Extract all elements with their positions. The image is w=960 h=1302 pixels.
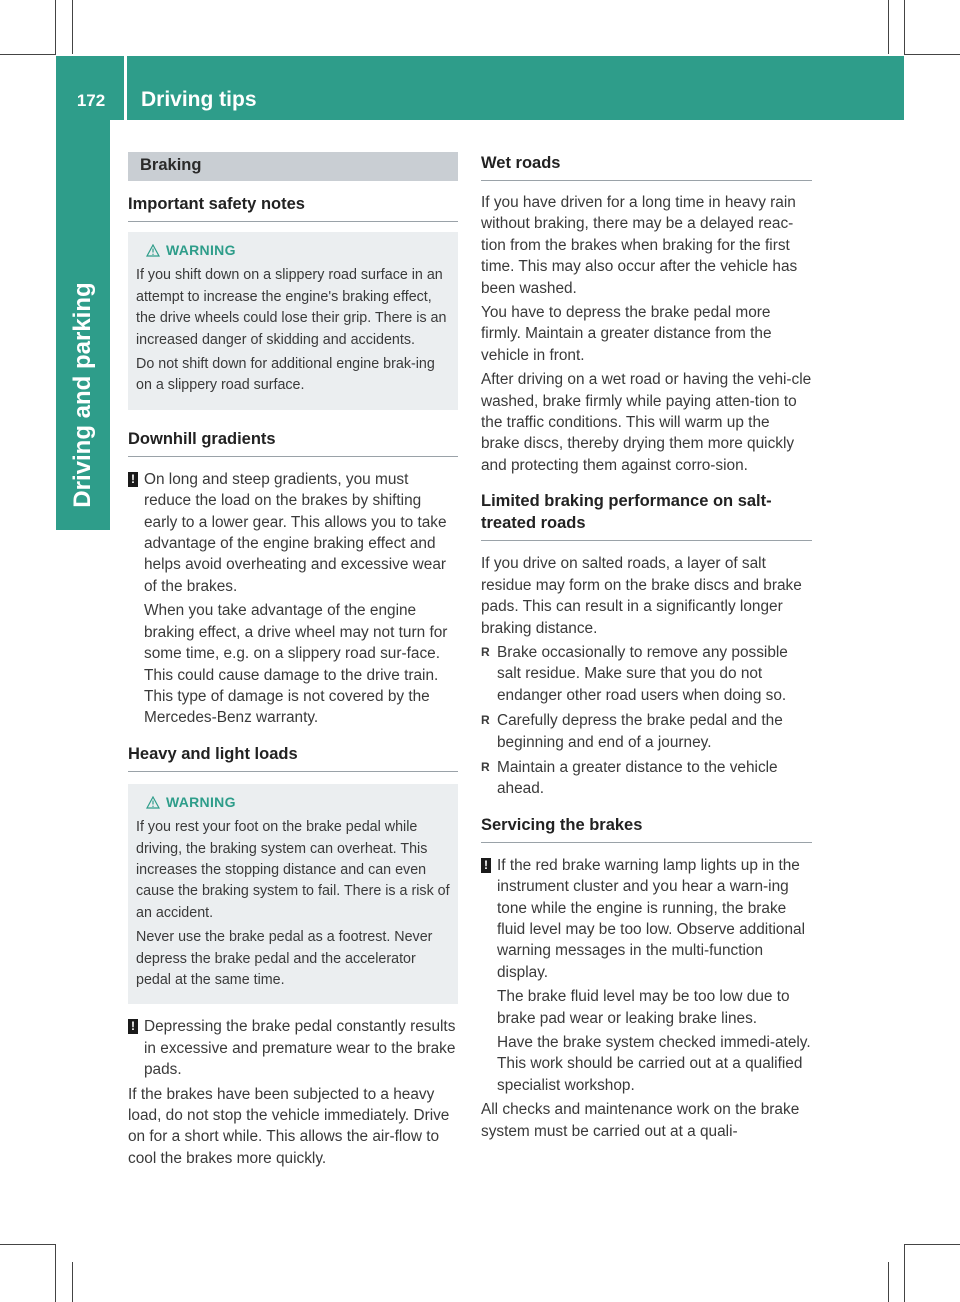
- salt-roads-heading: Limited braking performance on salt-treated roads: [481, 490, 812, 541]
- warning-header: [136, 240, 450, 261]
- warning-box: [128, 232, 458, 410]
- safety-heading: Important safety notes: [128, 193, 458, 222]
- loads-heading: Heavy and light loads: [128, 743, 458, 772]
- warning-header: [136, 792, 450, 813]
- body-paragraph: If you have driven for a long time in heavy rain without braking, there may be a delayed reac-tion from the brakes when braking for the first time. This may also occur after the vehicle has been washed.: [481, 194, 798, 297]
- warning-label: WARNING: [166, 793, 236, 810]
- warning-label: WARNING: [166, 242, 236, 258]
- crop-mark: [888, 0, 889, 54]
- note-text: On long and steep gradients, you must reduce the load on the brakes by shifting early to a lower gear. This allows you to take advantage of the engine braking effect and helps avoid overheating and excessive wear of the brakes.: [144, 470, 447, 595]
- bullet-mark: R: [481, 759, 490, 774]
- crop-mark: [72, 0, 73, 54]
- bullet-mark: R: [481, 644, 490, 659]
- note-text: Have the brake system checked immedi-ately. This work should be carried out at a qualified specialist workshop.: [497, 1034, 811, 1094]
- exclamation-icon: !: [481, 858, 491, 873]
- note-block: [481, 855, 812, 1096]
- right-column: [481, 152, 812, 1145]
- warning-icon: [146, 796, 160, 809]
- list-item: [481, 642, 812, 706]
- left-column: [128, 152, 458, 1172]
- note-text: Depressing the brake pedal constantly results in excessive and premature wear to the brake pads.: [144, 1018, 456, 1079]
- note-text: The brake fluid level may be too low due to brake pad wear or leaking brake lines.: [497, 988, 790, 1027]
- section-title: Braking: [128, 152, 458, 181]
- list-item-text: Brake occasionally to remove any possible salt residue. Make sure that you do not endanger other road users when doing so.: [497, 643, 788, 704]
- crop-mark: [55, 0, 56, 54]
- list-item: [481, 757, 812, 800]
- warning-text: Never use the brake pedal as a footrest. Never depress the brake pedal and the accelerator pedal at the same time.: [136, 929, 433, 988]
- page-title: Driving tips: [141, 88, 257, 111]
- body-paragraph: All checks and maintenance work on the brake system must be carried out at a quali-: [481, 1101, 800, 1140]
- downhill-heading: Downhill gradients: [128, 428, 458, 457]
- crop-mark: [904, 0, 905, 54]
- crop-mark: [55, 1244, 56, 1302]
- note-text: When you take advantage of the engine braking effect, a drive wheel may not turn for some time, e.g. on a slippery road sur-face. This could cause damage to the drive train. This type of damage is not covered by the Mercedes-Benz warranty.: [144, 602, 448, 727]
- page-number: 172: [76, 91, 106, 110]
- body-paragraph: If you drive on salted roads, a layer of salt residue may form on the brake discs and brake pads. This can result in a significantly longer braking distance.: [481, 555, 802, 637]
- note-block: [128, 469, 458, 729]
- warning-text: If you rest your foot on the brake pedal while driving, the braking system can overheat. This increases the stopping distance and can even cause the braking system to fail. There is a risk of an accident.: [136, 819, 450, 921]
- crop-mark: [72, 1262, 73, 1302]
- warning-text: Do not shift down for additional engine brak-ing on a slippery road surface.: [136, 356, 435, 394]
- note-block: [128, 1016, 458, 1080]
- crop-mark: [0, 54, 56, 55]
- chapter-tab-label: Driving and parking: [69, 282, 96, 508]
- warning-icon: [146, 244, 160, 257]
- servicing-heading: Servicing the brakes: [481, 814, 812, 843]
- body-paragraph: After driving on a wet road or having the vehi-cle washed, brake firmly while paying atten-tion to the traffic conditions. This will warm up the brake discs, thereby drying them more quickly and protecting them against corro-sion.: [481, 371, 812, 474]
- body-paragraph: You have to depress the brake pedal more firmly. Maintain a greater distance from the vehicle in front.: [481, 304, 772, 364]
- crop-mark: [904, 1244, 960, 1245]
- crop-mark: [888, 1262, 889, 1302]
- list-item: [481, 710, 812, 753]
- body-paragraph: If the brakes have been subjected to a heavy load, do not stop the vehicle immediately. Drive on for a short while. This allows the air-flow to cool the brakes more quickly.: [128, 1085, 450, 1167]
- crop-mark: [904, 1244, 905, 1302]
- crop-mark: [904, 54, 960, 55]
- exclamation-icon: !: [128, 1019, 138, 1034]
- note-text: If the red brake warning lamp lights up in the instrument cluster and you hear a warn-ing tone while the engine is running, the brake fluid level may be too low. Observe additional warning messages in the multi-function display.: [497, 856, 805, 981]
- exclamation-icon: !: [128, 472, 138, 487]
- wet-roads-heading: Wet roads: [481, 152, 812, 181]
- list-item-text: Maintain a greater distance to the vehicle ahead.: [497, 758, 778, 798]
- warning-text: If you shift down on a slippery road surface in an attempt to increase the engine's braking effect, the drive wheels could lose their grip. There is an increased danger of skidding and accidents.: [136, 267, 447, 348]
- list-item-text: Carefully depress the brake pedal and the beginning and end of a journey.: [497, 712, 783, 751]
- crop-mark: [0, 1244, 56, 1245]
- bullet-mark: R: [481, 713, 490, 728]
- warning-box: [128, 784, 458, 1005]
- header-divider: [124, 56, 127, 120]
